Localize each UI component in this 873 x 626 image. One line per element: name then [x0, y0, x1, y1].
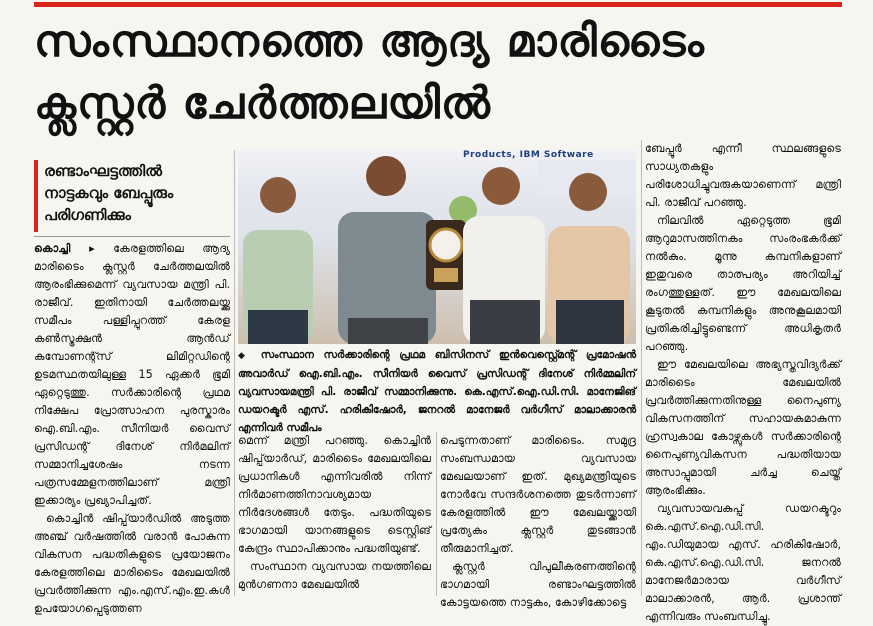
photo-caption: [238, 346, 637, 434]
top-accent-rule: [34, 2, 842, 7]
article-paragraph: ബേപ്പൂർ എന്നീ സ്ഥലങ്ങളുടെ സാധ്യതകളും പരിശോധിച്ചുവരുകയാണെന്ന് മന്ത്രി പി. രാജീവ് പറഞ്ഞു.: [645, 142, 841, 209]
article-paragraph: നിലവിൽ ഏറ്റെടുത്ത ഭൂമി ആറുമാസത്തിനകം സംരംഭകർക്ക് നൽകും. മൂന്നു കമ്പനികളാണ് ഇതുവരെ താത്പര്യം അറിയിച്ച് രംഗത്തുള്ളത്. ഈ മേഖലയിലെ കൂടുതൽ കമ്പനികളും അനുകൂലമായി പ്രതികരിച്ചിട്ടുണ്ടെന്ന് അധികൃതർ പറഞ്ഞു.: [645, 214, 841, 353]
news-photo: [238, 150, 636, 344]
person-3: [463, 167, 545, 344]
article-column-1: [34, 240, 231, 615]
award-plaque: [426, 220, 466, 290]
article-paragraph: [34, 240, 230, 510]
article-paragraph: പെടുന്നതാണ് മാരിടൈം. സമുദ്ര സംബന്ധമായ വ്യവസായ മേഖലയാണ് ഇത്. മുഖ്യമന്ത്രിയുടെ നോർവേ സന്ദർശനത്തെ തുടർന്നാണ് കേരളത്തിൽ ഈ മേഖലയ്ക്കായി പ്രത്യേകം ക്ലസ്റ്റർ തുടങ്ങാൻ തീരുമാനിച്ചത്.: [440, 434, 636, 555]
article-paragraph: വ്യവസായവകുപ്പ് ഡയറക്ടറും കെ.എസ്.ഐ.ഡി.സി. എം.ഡിയുമായ എസ്. ഹരികിഷോർ, കെ.എസ്.ഐ.ഡി.സി. ജനറൽ മാനേജർമാരായ വർഗീസ് മാലാക്കാരൻ, ആർ. പ്രശാന്ത് എന്നിവരും സംബന്ധിച്ചു.: [645, 502, 841, 623]
headline-line-2: ക്ലസ്റ്റർ ചേർത്തലയിൽ: [34, 78, 491, 129]
photo-people-illustration: [238, 150, 636, 344]
kicker-box: [34, 160, 230, 232]
photo-banner-text: Products, IBM Software: [463, 150, 594, 160]
article-paragraph: സംസ്ഥാന വ്യവസായ നയത്തിലെ മുൻഗണനാ മേഖലയിൽ: [238, 560, 431, 591]
headline-line-1: സംസ്ഥാനത്തെ ആദ്യ മാരിടൈം: [34, 16, 705, 67]
column-divider: [436, 432, 437, 596]
article-paragraph: കൊച്ചിൻ ഷിപ്പ്‌യാർഡിൽ അടുത്ത അഞ്ച് വർഷത്തിൽ വരാൻ പോകുന്ന വികസന പദ്ധതികളുടെ പ്രയോജനം കേരളത്തിലെ മാരിടൈം മേഖലയിൽ പ്രവർത്തിക്കുന്ന എം.എസ്.എം.ഇ.കൾ ഉപയോഗപ്പെടുത്തണ: [34, 512, 230, 615]
person-2: [338, 156, 436, 344]
kicker-rule: [34, 236, 230, 237]
article-column-2: [238, 432, 431, 596]
column-divider: [234, 150, 235, 596]
article-paragraph: മെന്ന് മന്ത്രി പറഞ്ഞു. കൊച്ചിൻ ഷിപ്പ്‌യാർഡ്, മാരിടൈം മേഖലയിലെ പ്രധാനികൾ എന്നിവരിൽ നിന്ന് നിർമാണത്തിനാവശ്യമായ നിർദേശങ്ങൾ തേടും. പദ്ധതിയുടെ ഭാഗമായി യാനങ്ങളുടെ ടെസ്റ്റിങ് കേന്ദ്രം സ്ഥാപിക്കാനും പദ്ധതിയുണ്ട്.: [238, 434, 431, 555]
caption-marker: ◆: [238, 351, 251, 361]
article-column-3: [440, 432, 636, 609]
kicker-line-2: നാട്ടകവും ബേപ്പൂരും: [44, 184, 174, 202]
kicker-line-3: പരിഗണിക്കും: [44, 206, 131, 224]
article-column-4: [645, 140, 841, 623]
article-paragraph: ക്ലസ്റ്റർ വിപുലീകരണത്തിന്റെ ഭാഗമായി രണ്ടാംഘട്ടത്തിൽ കോട്ടയത്തെ നാട്ടകം, കോഴിക്കോട്ടെ: [440, 560, 636, 609]
article-paragraph: ഈ മേഖലയിലെ അഭ്യസ്തവിദ്യർക്ക് മാരിടൈം മേഖലയിൽ പ്രവർത്തിക്കുന്നതിനുള്ള നൈപുണ്യ വികസനത്തിന് സഹായകമാകുന്ന ഹ്രസ്വകാല കോഴ്സുകൾ സർക്കാരിന്റെ നൈപുണ്യവികസന പദ്ധതിയായ അസാപ്പുമായി ചർച്ച ചെയ്ത് ആരംഭിക്കും.: [645, 358, 841, 497]
person-1: [243, 177, 313, 344]
kicker-line-1: രണ്ടാംഘട്ടത്തിൽ: [44, 162, 162, 180]
dateline: കൊച്ചി ▸: [34, 242, 95, 255]
paragraph-text: കേരളത്തിലെ ആദ്യ മാരിടൈം ക്ലസ്റ്റർ ചേർത്തലയിൽ ആരംഭിക്കുമെന്ന് വ്യവസായ മന്ത്രി പി. രാജീവ്. ഇതിനായി ചേർത്തലയ്ക്കു സമീപം പള്ളിപ്പുറത്ത് കേരള കൺസ്ട്രക്ഷൻ ആൻഡ് കമ്പോണന്റ്സ് ലിമിറ്റഡിന്റെ ഉടമസ്ഥതയിലുള്ള 15 ഏക്കർ ഭൂമി ഏറ്റെടുത്തു. സർക്കാരിന്റെ പ്രഥമ നിക്ഷേപ പ്രോത്സാഹന പുരസ്കാരം ഐ.ബി.എം. സീനിയർ വൈസ് പ്രസിഡന്റ് ദിനേശ് നിർമലിന് സമ്മാനിച്ചശേഷം നടന്ന പത്രസമ്മേളനത്തിലാണ് മന്ത്രി ഇക്കാര്യം പ്രഖ്യാപിച്ചത്.: [34, 242, 231, 507]
column-divider: [641, 140, 642, 596]
person-4: [548, 173, 630, 344]
caption-text: സംസ്ഥാന സർക്കാരിന്റെ പ്രഥമ ബിസിനസ് ഇൻവെസ്റ്റ്മെന്റ് പ്രമോഷൻ അവാർഡ് ഐ.ബി.എം. സീനിയർ വൈസ് പ്രസിഡന്റ് ദിനേശ് നിർമ്മലിന് വ്യവസായമന്ത്രി പി. രാജീവ് സമ്മാനിക്കുന്നു. കെ.എസ്.ഐ.ഡി.സി. മാനേജിങ് ഡയറക്ടർ എസ്. ഹരികിഷോർ, ജനറൽ മാനേജർ വർഗീസ് മാലാക്കാരൻ എന്നിവർ സമീപം: [238, 349, 637, 434]
